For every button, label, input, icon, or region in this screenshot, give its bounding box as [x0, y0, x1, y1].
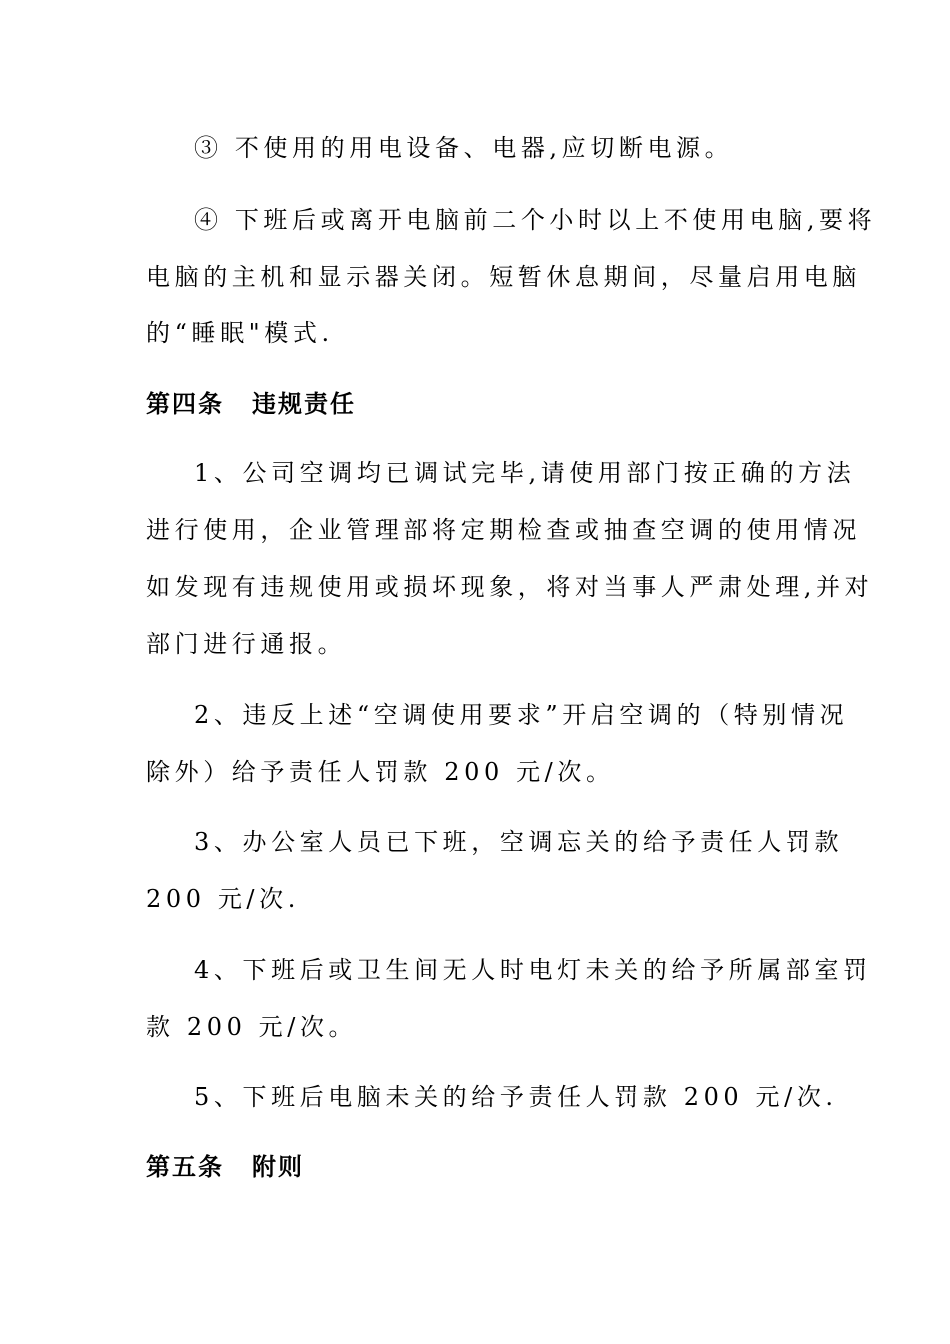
paragraph-line: 如发现有违规使用或损坏现象，将对当事人严肃处理,并对 [146, 573, 874, 601]
paragraph-line: 除外）给予责任人罚款 200 元/次。 [146, 758, 615, 786]
article-5-heading [146, 1152, 806, 1182]
article-number: 第四条 [146, 390, 224, 418]
article-4-heading [146, 389, 806, 419]
paragraph-line: 进行使用，企业管理部将定期检查或抽查空调的使用情况 [146, 516, 861, 544]
paragraph-line: ③ 不使用的用电设备、电器,应切断电源。 [194, 134, 734, 162]
paragraph-line: 部门进行通报。 [146, 630, 347, 658]
paragraph-line: 4、下班后或卫生间无人时电灯未关的给予所属部室罚 [194, 956, 872, 984]
article-title: 违规责任 [252, 390, 356, 418]
article-title: 附则 [252, 1153, 304, 1181]
paragraph-line: 5、下班后电脑未关的给予责任人罚款 200 元/次. [194, 1083, 838, 1111]
paragraph-line: 3、办公室人员已下班，空调忘关的给予责任人罚款 [194, 828, 844, 856]
paragraph-line: ④ 下班后或离开电脑前二个小时以上不使用电脑,要将 [194, 206, 877, 234]
paragraph-line: 1、公司空调均已调试完毕,请使用部门按正确的方法 [194, 459, 856, 487]
paragraph-line: 2、违反上述“空调使用要求”开启空调的（特别情况 [194, 701, 849, 729]
paragraph-line: 电脑的主机和显示器关闭。短暂休息期间，尽量启用电脑 [146, 263, 861, 291]
paragraph-line: 200 元/次. [146, 885, 300, 913]
paragraph-line: 的“睡眠"模式. [146, 319, 334, 347]
article-number: 第五条 [146, 1153, 224, 1181]
paragraph-line: 款 200 元/次。 [146, 1013, 358, 1041]
